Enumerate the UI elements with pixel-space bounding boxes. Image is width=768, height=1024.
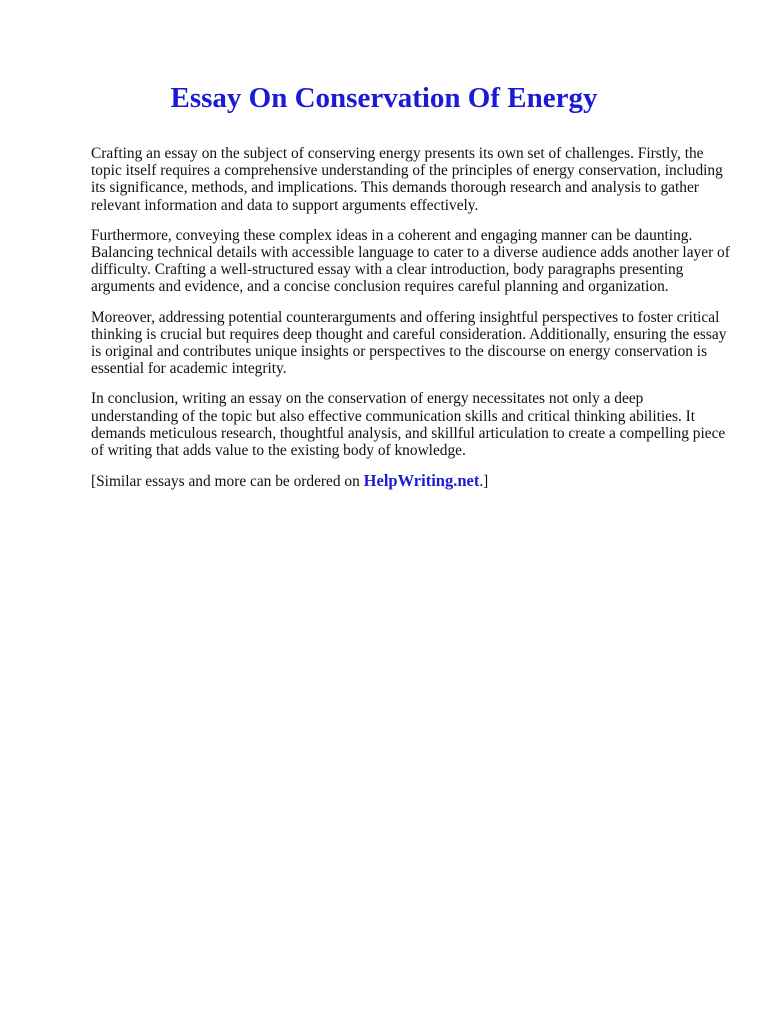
essay-body [91, 145, 730, 491]
order-note-prefix: [Similar essays and more can be ordered on [91, 473, 364, 491]
order-note-suffix: .] [479, 473, 489, 491]
order-note [91, 472, 724, 491]
paragraph-1: Crafting an essay on the subject of conserving energy presents its own set of challenges. Firstly, the topic itself requires a comprehensive understanding of the principles of energy conservation, including its significance, methods, and implications. This demands thorough research and analysis to gather relevant information and data to support arguments effectively. [91, 145, 723, 214]
paragraph-2: Furthermore, conveying these complex ideas in a coherent and engaging manner can be daunting. Balancing technical details with accessible language to cater to a diverse audience adds another layer of difficulty. Crafting a well-structured essay with a clear introduction, body paragraphs presenting arguments and evidence, and a concise conclusion requires careful planning and organization. [91, 226, 730, 296]
paragraph-4: In conclusion, writing an essay on the conservation of energy necessitates not only a deep understanding of the topic but also effective communication skills and critical thinking abilities. It demands meticulous research, thoughtful analysis, and skillful articulation to create a compelling piece of writing that adds value to the existing body of knowledge. [91, 390, 726, 460]
helpwriting-link[interactable]: HelpWriting.net [363, 471, 480, 491]
paragraph-3: Moreover, addressing potential counterarguments and offering insightful perspectives to foster critical thinking is crucial but requires deep thought and careful consideration. Additionally, ensuring the essay is original and contributes unique insights or perspectives to the discourse on energy conservation is essential for academic integrity. [91, 308, 727, 378]
page-title: Essay On Conservation Of Energy [170, 82, 598, 114]
